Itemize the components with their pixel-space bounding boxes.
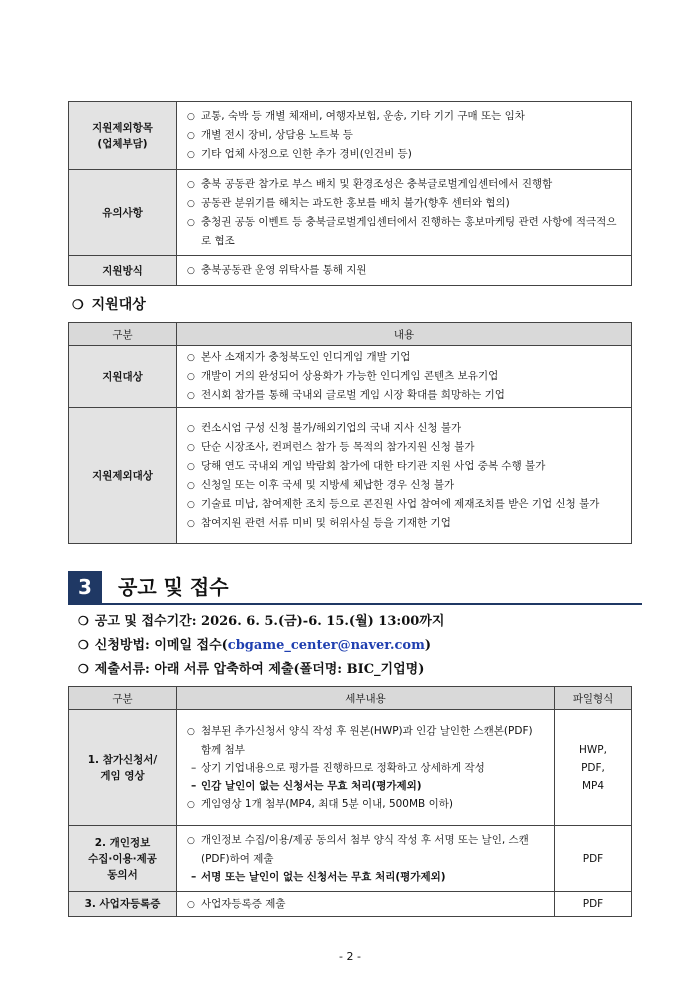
list-item: ○ 사업자등록증 제출 — [187, 895, 546, 914]
email-link[interactable]: cbgame_center@naver.com — [227, 638, 425, 653]
list-item: ○ 기타 업체 사정으로 인한 추가 경비(인건비 등) — [187, 145, 623, 164]
excluded-target-cell — [177, 408, 632, 544]
documents-table — [68, 686, 632, 917]
list-item: ○ 교통, 숙박 등 개별 체재비, 여행자보험, 운송, 기타 기기 구매 또는 임차 — [187, 107, 623, 126]
application-details-cell — [177, 710, 555, 826]
file-format-cell: PDF — [555, 892, 632, 917]
list-item: ○ 충북 공동관 참가로 부스 배치 및 환경조성은 충북글로벌게임센터에서 진행함 — [187, 175, 623, 194]
section-3-banner — [68, 571, 642, 605]
list-item: ○ 개발이 거의 완성되어 상용화가 가능한 인디게임 콘텐츠 보유기업 — [187, 367, 623, 386]
column-header-details: 세부내용 — [177, 687, 555, 710]
row-label-excluded-items: 지원제외항목 (업체부담) — [69, 102, 177, 170]
circle-bullet-icon: ❍ — [78, 662, 89, 676]
list-item: ○ 단순 시장조사, 컨퍼런스 참가 등 목적의 참가지원 신청 불가 — [187, 438, 623, 457]
list-item: ○ 개별 전시 장비, 상담용 노트북 등 — [187, 126, 623, 145]
application-period: ❍ 공고 및 접수기간: 2026. 6. 5.(금)-6. 15.(월) 13:00까지 — [78, 614, 445, 629]
list-item: – 인감 날인이 없는 신청서는 무효 처리(평가제외) — [187, 777, 546, 795]
business-registration-details-cell — [177, 892, 555, 917]
target-cell — [177, 346, 632, 408]
list-item: ○ 전시회 참가를 통해 국내외 글로벌 게임 시장 확대를 희망하는 기업 — [187, 386, 623, 405]
list-item: ○ 충청권 공동 이벤트 등 충북글로벌게임센터에서 진행하는 홍보마케팅 관련 사항에 적극적으로 협조 — [187, 213, 623, 250]
privacy-details-cell — [177, 826, 555, 892]
section-number: 3 — [68, 571, 102, 603]
list-item: ○ 기술료 미납, 참여제한 조치 등으로 콘진원 사업 참여에 제재조치를 받은 기업 신청 불가 — [187, 495, 623, 514]
page-number: - 2 - — [339, 950, 361, 963]
file-format-cell: PDF — [555, 826, 632, 892]
list-item: ○ 본사 소재지가 충청북도인 인디게임 개발 기업 — [187, 348, 623, 367]
column-header-file-format: 파일형식 — [555, 687, 632, 710]
row-label-privacy-consent: 2. 개인정보 수집·이용·제공 동의서 — [69, 826, 177, 892]
row-label-excluded-target: 지원제외대상 — [69, 408, 177, 544]
column-header-category: 구분 — [69, 687, 177, 710]
list-item: ○ 신청일 또는 이후 국세 및 지방세 체납한 경우 신청 불가 — [187, 476, 623, 495]
row-label-support-method: 지원방식 — [69, 256, 177, 286]
list-item: ○ 첨부된 추가신청서 양식 작성 후 원본(HWP)과 인감 날인한 스캔본(PDF) 함께 첨부 — [187, 722, 546, 759]
list-item: ○ 참여지원 관련 서류 미비 및 허위사실 등을 기재한 기업 — [187, 514, 623, 533]
list-item: – 서명 또는 날인이 없는 신청서는 무효 처리(평가제외) — [187, 868, 546, 886]
support-method-cell — [177, 256, 632, 286]
required-documents: ❍ 제출서류: 아래 서류 압축하여 제출(폴더명: BIC_기업명) — [78, 662, 425, 677]
section-title: 공고 및 접수 — [118, 575, 229, 599]
list-item: ○ 컨소시엄 구성 신청 불가/해외기업의 국내 지사 신청 불가 — [187, 419, 623, 438]
list-item: ○ 개인정보 수집/이용/제공 동의서 첨부 양식 작성 후 서명 또는 날인, 스캔(PDF)하여 제출 — [187, 831, 546, 868]
file-format-cell: HWP, PDF, MP4 — [555, 710, 632, 826]
support-excluded-table — [68, 101, 632, 286]
list-item: – 상기 기업내용으로 평가를 진행하므로 정확하고 상세하게 작성 — [187, 759, 546, 777]
application-method: ❍ 신청방법: 이메일 접수(cbgame_center@naver.com) — [78, 638, 431, 653]
list-item: ○ 공동관 분위기를 해치는 과도한 홍보를 배치 불가(향후 센터와 협의) — [187, 194, 623, 213]
row-label-notes: 유의사항 — [69, 170, 177, 256]
circle-bullet-icon: ❍ — [78, 638, 89, 652]
section-heading-target: ❍ 지원대상 — [72, 297, 146, 313]
circle-bullet-icon: ❍ — [78, 614, 89, 628]
column-header-category: 구분 — [69, 323, 177, 346]
circle-bullet-icon: ❍ — [72, 298, 84, 313]
excluded-items-cell — [177, 102, 632, 170]
list-item: ○ 충북공동관 운영 위탁사를 통해 지원 — [187, 261, 623, 280]
column-header-content: 내용 — [177, 323, 632, 346]
support-target-table — [68, 322, 632, 544]
row-label-application: 1. 참가신청서/ 게임 영상 — [69, 710, 177, 826]
row-label-target: 지원대상 — [69, 346, 177, 408]
row-label-business-registration: 3. 사업자등록증 — [69, 892, 177, 917]
list-item: ○ 당해 연도 국내외 게임 박람회 참가에 대한 타기관 지원 사업 중복 수행 불가 — [187, 457, 623, 476]
list-item: ○ 게임영상 1개 첨부(MP4, 최대 5분 이내, 500MB 이하) — [187, 795, 546, 814]
notes-cell — [177, 170, 632, 256]
